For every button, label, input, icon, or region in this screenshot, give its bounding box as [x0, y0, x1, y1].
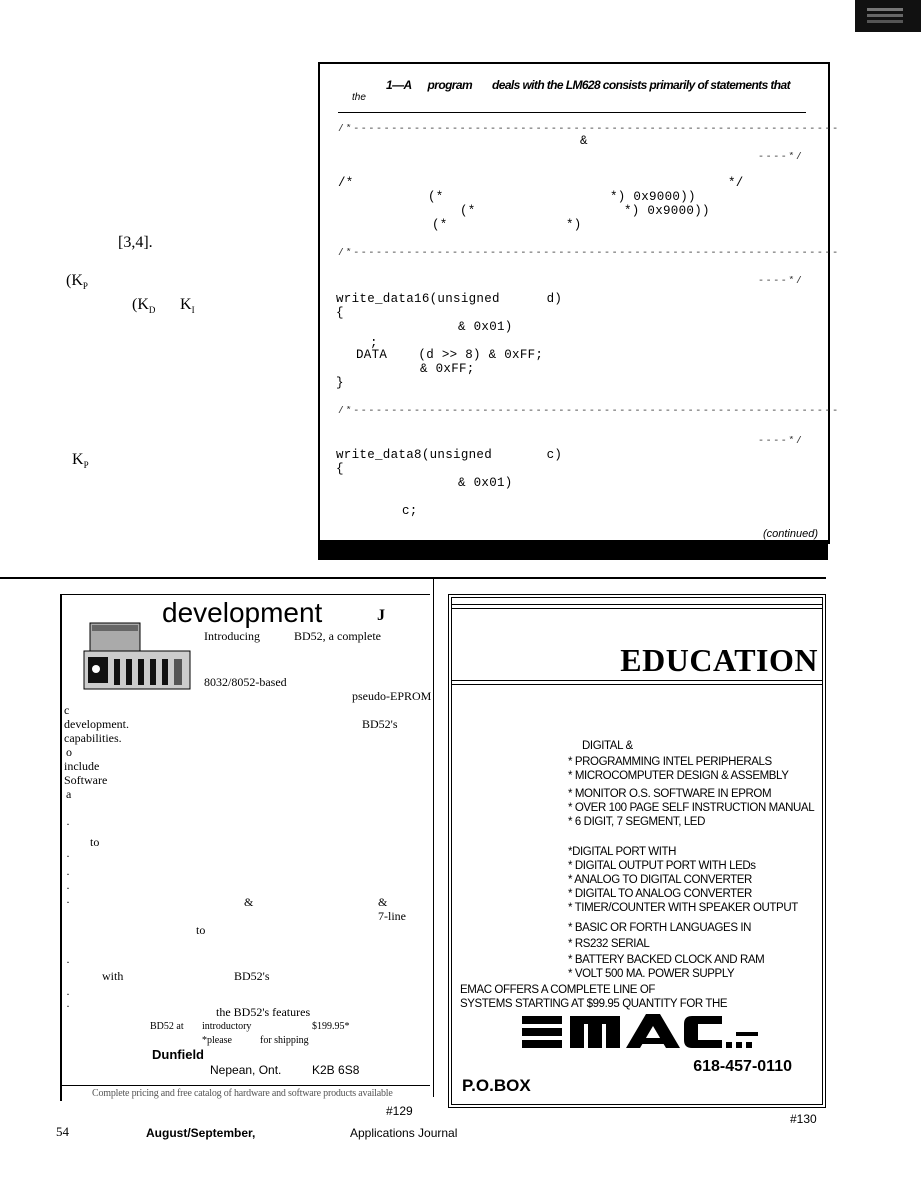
ad-price: $199.95*	[312, 1021, 350, 1032]
code-line: write_data16(unsigned d)	[336, 292, 563, 306]
page-corner-mark	[855, 0, 921, 32]
feature-line: * MONITOR O.S. SOFTWARE IN EPROM	[568, 788, 772, 800]
code-line: (*	[432, 218, 448, 232]
headline-rule	[452, 684, 822, 685]
listing-bottom-bar	[318, 540, 828, 560]
feature-line: * DIGITAL TO ANALOG CONVERTER	[568, 888, 752, 900]
code-line: */	[728, 176, 744, 190]
code-line: *) 0x9000))	[624, 204, 710, 218]
emac-advertisement	[448, 594, 826, 1108]
ad-company: Dunfield	[152, 1047, 204, 1062]
code-line: &	[580, 134, 588, 148]
ad-column-divider	[433, 577, 434, 1097]
ad-text-amp: &	[244, 895, 254, 909]
code-line: write_data8(unsigned c)	[336, 448, 563, 462]
code-line: (*	[428, 190, 444, 204]
feature-line: * BATTERY BACKED CLOCK AND RAM	[568, 954, 765, 966]
ad-title-tail: J	[377, 607, 385, 624]
ad-postal-code: K2B 6S8	[312, 1063, 360, 1077]
ad-title: development	[162, 597, 323, 628]
section-divider	[0, 577, 826, 579]
feature-line: * 6 DIGIT, 7 SEGMENT, LED	[568, 816, 705, 828]
bd52-board-image	[82, 621, 192, 691]
feature-line: EMAC OFFERS A COMPLETE LINE OF	[460, 984, 656, 996]
code-line: {	[336, 462, 344, 476]
feature-line: * VOLT 500 MA. POWER SUPPLY	[568, 968, 735, 980]
ad-text-include: include	[64, 759, 100, 773]
ad-text-shipping: for shipping	[260, 1035, 309, 1046]
comment-rule-line: /*----------------------------------------------------------------	[338, 248, 840, 259]
feature-line: SYSTEMS STARTING AT $99.95 QUANTITY FOR THE	[460, 998, 728, 1010]
kp-term-2: $K_P$	[72, 451, 89, 471]
ad-text-bd52s: BD52's	[234, 969, 270, 983]
bullet: ·	[66, 999, 70, 1013]
reference-citation: [3,4].	[118, 234, 153, 251]
ad-city: Nepean, Ont.	[210, 1063, 282, 1077]
ad-text-features: the BD52's features	[216, 1005, 311, 1019]
emac-logo	[522, 1010, 762, 1054]
feature-line: * DIGITAL OUTPUT PORT WITH LEDs	[568, 860, 756, 872]
ad-phone: 618-457-0110	[693, 1058, 792, 1075]
journal-name: Applications Journal	[350, 1126, 458, 1140]
ad-pobox: P.O.BOX	[462, 1076, 531, 1095]
feature-line: * PROGRAMMING INTEL PERIPHERALS	[568, 756, 772, 768]
ad-text-to: to	[90, 835, 100, 849]
ad-text-software: Software	[64, 773, 108, 787]
comment-rule-line: ----*/	[758, 436, 804, 447]
code-line: c;	[402, 504, 418, 518]
code-line: /*	[338, 176, 354, 190]
feature-line: *DIGITAL PORT WITH	[568, 846, 677, 858]
ad-text-with: with	[102, 969, 124, 983]
code-line: ;	[370, 336, 378, 350]
ad-text-7line: 7-line	[378, 909, 406, 923]
comment-rule-line: /*----------------------------------------------------------------	[338, 406, 840, 417]
ad-footer-rule	[62, 1085, 430, 1086]
ad-text-introductory: introductory	[202, 1021, 252, 1032]
ad-text-o: o	[66, 745, 72, 759]
bullet: ·	[66, 881, 70, 895]
feature-line: * RS232 SERIAL	[568, 938, 650, 950]
feature-line: DIGITAL &	[582, 740, 633, 752]
ad-text-amp: &	[378, 895, 388, 909]
feature-line: * OVER 100 PAGE SELF INSTRUCTION MANUAL	[568, 802, 815, 814]
comment-rule-line: ----*/	[758, 152, 804, 163]
ad-text-please: *please	[202, 1035, 232, 1046]
feature-line: * BASIC OR FORTH LANGUAGES IN	[568, 922, 752, 934]
code-line: *) 0x9000))	[610, 190, 696, 204]
bd52-advertisement	[60, 594, 430, 1101]
ad-pseudo-text: pseudo-EPROM	[352, 689, 432, 703]
listing-caption: 1—A program deals with the LM628 consists primarily of statements that	[386, 78, 790, 92]
code-line: & 0x01)	[458, 320, 513, 334]
ad-text-bd52at: BD52 at	[150, 1021, 184, 1032]
ad-text-a: a	[66, 787, 72, 801]
caption-divider	[338, 112, 806, 113]
listing-caption-line2: the	[352, 92, 366, 103]
code-line: (*	[460, 204, 476, 218]
ad-reader-number-129: #129	[386, 1104, 413, 1118]
code-line: {	[336, 306, 344, 320]
ad-text-capabilities: capabilities.	[64, 731, 122, 745]
ad-text-development: development.	[64, 717, 129, 731]
ad-footer-text: Complete pricing and free catalog of hardware and software products available	[92, 1088, 393, 1099]
ad-text-to: to	[196, 923, 206, 937]
bullet: ·	[66, 955, 70, 969]
ad-headline: EDUCATION	[620, 642, 818, 678]
bullet: ·	[66, 895, 70, 909]
ad-reader-number-130: #130	[790, 1112, 817, 1126]
bullet: ·	[66, 849, 70, 863]
ki-term: $K_I$	[180, 296, 195, 316]
issue-date: August/September,	[146, 1126, 256, 1140]
ad-text-c: c	[64, 703, 70, 717]
feature-line: * ANALOG TO DIGITAL CONVERTER	[568, 874, 752, 886]
feature-line: * TIMER/COUNTER WITH SPEAKER OUTPUT	[568, 902, 798, 914]
code-line: *)	[566, 218, 582, 232]
code-line: DATA (d >> 8) & 0xFF;	[356, 348, 544, 362]
ad-intro-product: BD52, a complete	[294, 629, 381, 643]
bullet: ·	[66, 987, 70, 1001]
ad-top-rule	[452, 604, 822, 609]
code-line: & 0x01)	[458, 476, 513, 490]
ad-text-bd52s: BD52's	[362, 717, 398, 731]
kp-term: ($K_P$	[66, 272, 88, 292]
ad-chip-text: 8032/8052-based	[204, 675, 287, 689]
continued-label: (continued)	[762, 528, 818, 540]
code-listing	[318, 62, 840, 544]
code-line: }	[336, 376, 344, 390]
bullet: ·	[66, 817, 70, 831]
headline-rule	[452, 680, 822, 681]
feature-line: * MICROCOMPUTER DESIGN & ASSEMBLY	[568, 770, 789, 782]
kd-term: ($K_D$	[132, 296, 156, 316]
comment-rule-line: /*----------------------------------------------------------------	[338, 124, 840, 135]
page-number: 54	[56, 1124, 69, 1139]
code-line: & 0xFF;	[420, 362, 475, 376]
comment-rule-line: ----*/	[758, 276, 804, 287]
ad-intro-word: Introducing	[204, 629, 260, 643]
bullet: ·	[66, 867, 70, 881]
